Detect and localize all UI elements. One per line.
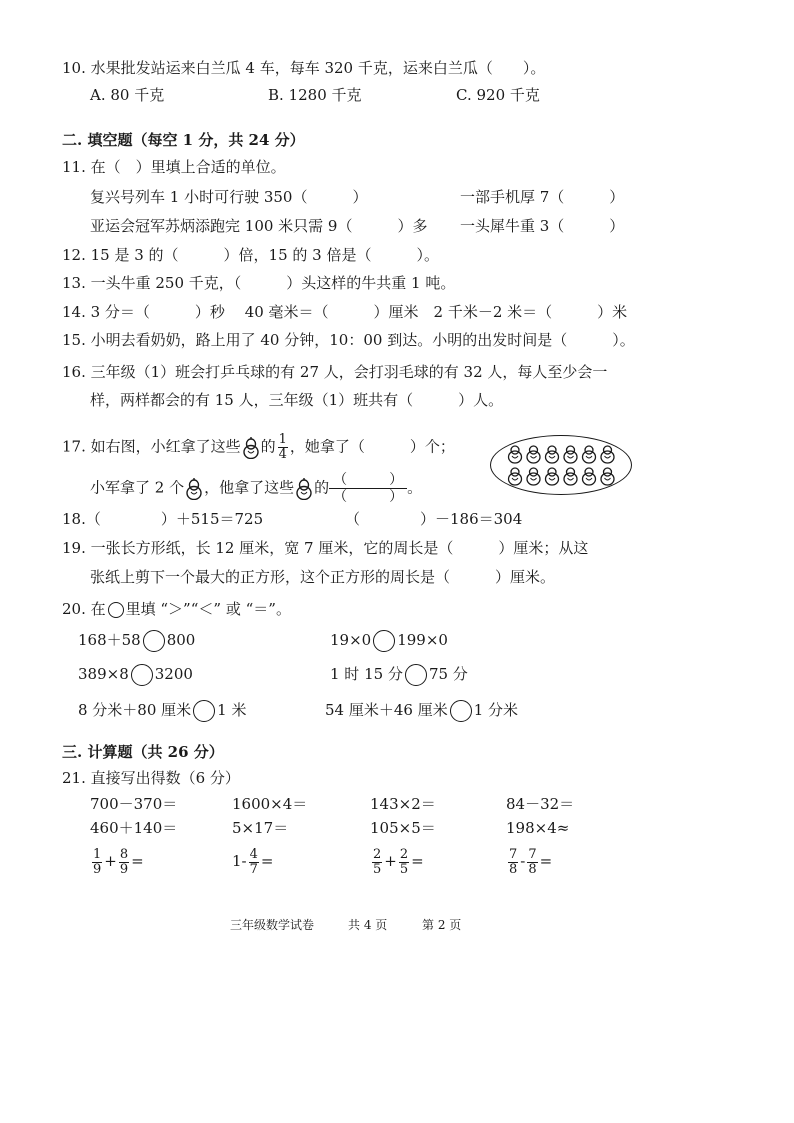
compare-right: 75 分 xyxy=(428,665,468,683)
footer-page-number: 第 2 页 xyxy=(422,918,462,932)
fraction-numerator: 8 xyxy=(119,846,129,862)
question-19-line-1: 19. 一张长方形纸，长 12 厘米，宽 7 厘米，它的周长是（ ）厘米；从这 xyxy=(62,539,589,557)
fraction-denominator: 7 xyxy=(249,861,258,877)
pear-icon xyxy=(546,468,559,485)
fraction-numerator: 4 xyxy=(249,846,258,862)
fraction xyxy=(527,848,537,877)
pear-icon xyxy=(601,446,614,463)
fraction-numerator: 1 xyxy=(278,432,287,447)
pear-icon xyxy=(186,478,202,500)
fraction-denominator: 5 xyxy=(399,861,409,877)
footer-title: 三年级数学试卷 xyxy=(230,918,315,932)
compare-right: 3200 xyxy=(154,665,193,683)
pear-icon xyxy=(564,468,577,485)
fraction xyxy=(372,848,382,877)
compare-item-4 xyxy=(330,662,468,686)
equals-sign: = xyxy=(539,852,553,870)
fraction-denominator: 8 xyxy=(528,861,537,877)
q17-text-f: 的 xyxy=(314,478,330,497)
compare-item-3 xyxy=(78,662,193,686)
q11-item-phone: 一部手机厚 7（ ） xyxy=(460,188,625,206)
q20-stem-a: 20. 在 xyxy=(62,600,106,618)
compare-circle[interactable] xyxy=(143,630,165,652)
fraction-answer-blank[interactable] xyxy=(329,472,407,505)
pear-icon xyxy=(527,446,540,463)
fraction-blank-numerator[interactable]: （ ） xyxy=(329,472,407,489)
compare-left: 54 厘米＋46 厘米 xyxy=(325,701,448,719)
question-18-right: （ ）－186＝304 xyxy=(345,510,523,528)
calc-12 xyxy=(506,845,552,877)
pear-icon xyxy=(527,468,540,485)
pear-icon xyxy=(546,446,559,463)
compare-left: 1 时 15 分 xyxy=(330,665,403,683)
q10-option-b: B. 1280 千克 xyxy=(268,86,362,104)
question-16-line-2: 样，两样都会的有 15 人，三年级（1）班共有（ ）人。 xyxy=(90,391,504,409)
compare-circle[interactable] xyxy=(450,700,472,722)
compare-item-5 xyxy=(78,698,246,722)
fraction-denominator: 8 xyxy=(509,861,518,877)
compare-item-1 xyxy=(78,628,195,652)
calc-8: 198×4≈ xyxy=(506,819,570,837)
operator: + xyxy=(104,852,117,870)
pear-icon xyxy=(296,478,312,500)
calc-11 xyxy=(370,845,424,877)
compare-left: 389×8 xyxy=(78,665,129,683)
fraction-denominator: 4 xyxy=(278,447,287,462)
question-14: 14. 3 分＝（ ）秒 40 毫米＝（ ）厘米 2 千米－2 米＝（ ）米 xyxy=(62,303,628,321)
calc-7: 105×5＝ xyxy=(370,819,436,837)
question-19-line-2: 张纸上剪下一个最大的正方形，这个正方形的周长是（ ）厘米。 xyxy=(90,568,556,586)
circle-icon xyxy=(108,602,124,618)
q10-option-a: A. 80 千克 xyxy=(90,86,165,104)
compare-item-2 xyxy=(330,628,448,652)
operator: + xyxy=(384,852,397,870)
compare-circle[interactable] xyxy=(373,630,395,652)
compare-right: 1 分米 xyxy=(473,701,519,719)
fraction-blank-denominator[interactable]: （ ） xyxy=(333,489,404,505)
fraction-numerator: 2 xyxy=(399,846,409,862)
q17-text-a: 17. 如右图，小红拿了这些 xyxy=(62,437,241,456)
compare-circle[interactable] xyxy=(193,700,215,722)
question-11-stem: 11. 在（ ）里填上合适的单位。 xyxy=(62,158,286,176)
equals-sign: = xyxy=(260,852,274,870)
question-13: 13. 一头牛重 250 千克，（ ）头这样的牛共重 1 吨。 xyxy=(62,274,456,292)
compare-left: 8 分米＋80 厘米 xyxy=(78,701,192,719)
compare-circle[interactable] xyxy=(131,664,153,686)
fraction-denominator: 9 xyxy=(119,861,129,877)
compare-left: 19×0 xyxy=(330,631,372,649)
pear-icon xyxy=(583,446,596,463)
q17-text-e: ，他拿了这些 xyxy=(204,478,295,497)
compare-circle[interactable] xyxy=(405,664,427,686)
compare-right: 800 xyxy=(166,631,196,649)
pear-icon xyxy=(564,446,577,463)
question-12: 12. 15 是 3 的（ ）倍，15 的 3 倍是（ ）。 xyxy=(62,246,439,264)
fraction xyxy=(508,848,518,877)
calc-9 xyxy=(90,845,144,877)
pear-icon xyxy=(601,468,614,485)
fraction-one-quarter xyxy=(278,433,288,462)
section-3-title: 三. 计算题（共 26 分） xyxy=(62,743,224,761)
q17-text-g: 。 xyxy=(407,478,423,497)
whole-number: 1 xyxy=(232,852,242,870)
compare-right: 1 米 xyxy=(217,701,247,719)
equals-sign: = xyxy=(131,852,144,870)
question-17-line-2 xyxy=(90,472,422,505)
fraction xyxy=(249,848,259,877)
fraction-numerator: 1 xyxy=(93,846,102,862)
calc-6: 5×17＝ xyxy=(232,819,289,837)
pear-icon xyxy=(509,468,522,485)
compare-right: 199×0 xyxy=(397,631,448,649)
question-16-line-1: 16. 三年级（1）班会打乒乓球的有 27 人，会打羽毛球的有 32 人，每人至少会一 xyxy=(62,363,608,381)
q17-text-d: 小军拿了 2 个 xyxy=(90,478,185,497)
fraction xyxy=(92,848,102,877)
pear-icon xyxy=(509,446,522,463)
fraction xyxy=(399,848,409,877)
fraction-numerator: 2 xyxy=(373,846,382,862)
q11-item-rhino: 一头犀牛重 3（ ） xyxy=(460,217,625,235)
section-2-title: 二. 填空题（每空 1 分，共 24 分） xyxy=(62,131,305,149)
fraction xyxy=(119,848,129,877)
question-20-stem xyxy=(62,597,291,621)
question-10-stem: 10. 水果批发站运来白兰瓜 4 车，每车 320 千克，运来白兰瓜（ ）。 xyxy=(62,59,546,77)
pear-icon xyxy=(243,437,259,459)
calc-3: 143×2＝ xyxy=(370,795,436,813)
q17-text-c: ，她拿了（ ）个； xyxy=(289,437,455,456)
compare-item-6 xyxy=(325,698,518,722)
calc-5: 460＋140＝ xyxy=(90,819,178,837)
compare-left: 168＋58 xyxy=(78,631,141,649)
operator: - xyxy=(241,852,247,870)
q20-stem-b: 里填 “＞”“＜” 或 “＝”。 xyxy=(125,600,291,618)
fraction-numerator: 7 xyxy=(509,846,518,862)
pear-group-oval xyxy=(490,435,632,495)
calc-10 xyxy=(232,845,273,877)
q11-item-train: 复兴号列车 1 小时可行驶 350（ ） xyxy=(90,188,368,206)
calc-4: 84－32＝ xyxy=(506,795,575,813)
question-17-line-1 xyxy=(62,433,455,462)
equals-sign: = xyxy=(411,852,424,870)
question-21-stem: 21. 直接写出得数（6 分） xyxy=(62,769,240,787)
operator: - xyxy=(520,852,526,870)
footer-total-pages: 共 4 页 xyxy=(348,918,388,932)
fraction-denominator: 5 xyxy=(373,861,382,877)
question-18-left: 18.（ ）＋515＝725 xyxy=(62,510,264,528)
calc-1: 700－370＝ xyxy=(90,795,178,813)
fraction-numerator: 7 xyxy=(528,846,537,862)
question-15: 15. 小明去看奶奶，路上用了 40 分钟，10：00 到达。小明的出发时间是（ ）。 xyxy=(62,331,635,349)
q10-option-c: C. 920 千克 xyxy=(456,86,540,104)
q11-item-sprint: 亚运会冠军苏炳添跑完 100 米只需 9（ ）多 xyxy=(90,217,428,235)
calc-2: 1600×4＝ xyxy=(232,795,308,813)
pear-group-icons xyxy=(491,436,631,494)
q17-text-b: 的 xyxy=(260,437,276,456)
pear-icon xyxy=(583,468,596,485)
fraction-denominator: 9 xyxy=(93,861,102,877)
